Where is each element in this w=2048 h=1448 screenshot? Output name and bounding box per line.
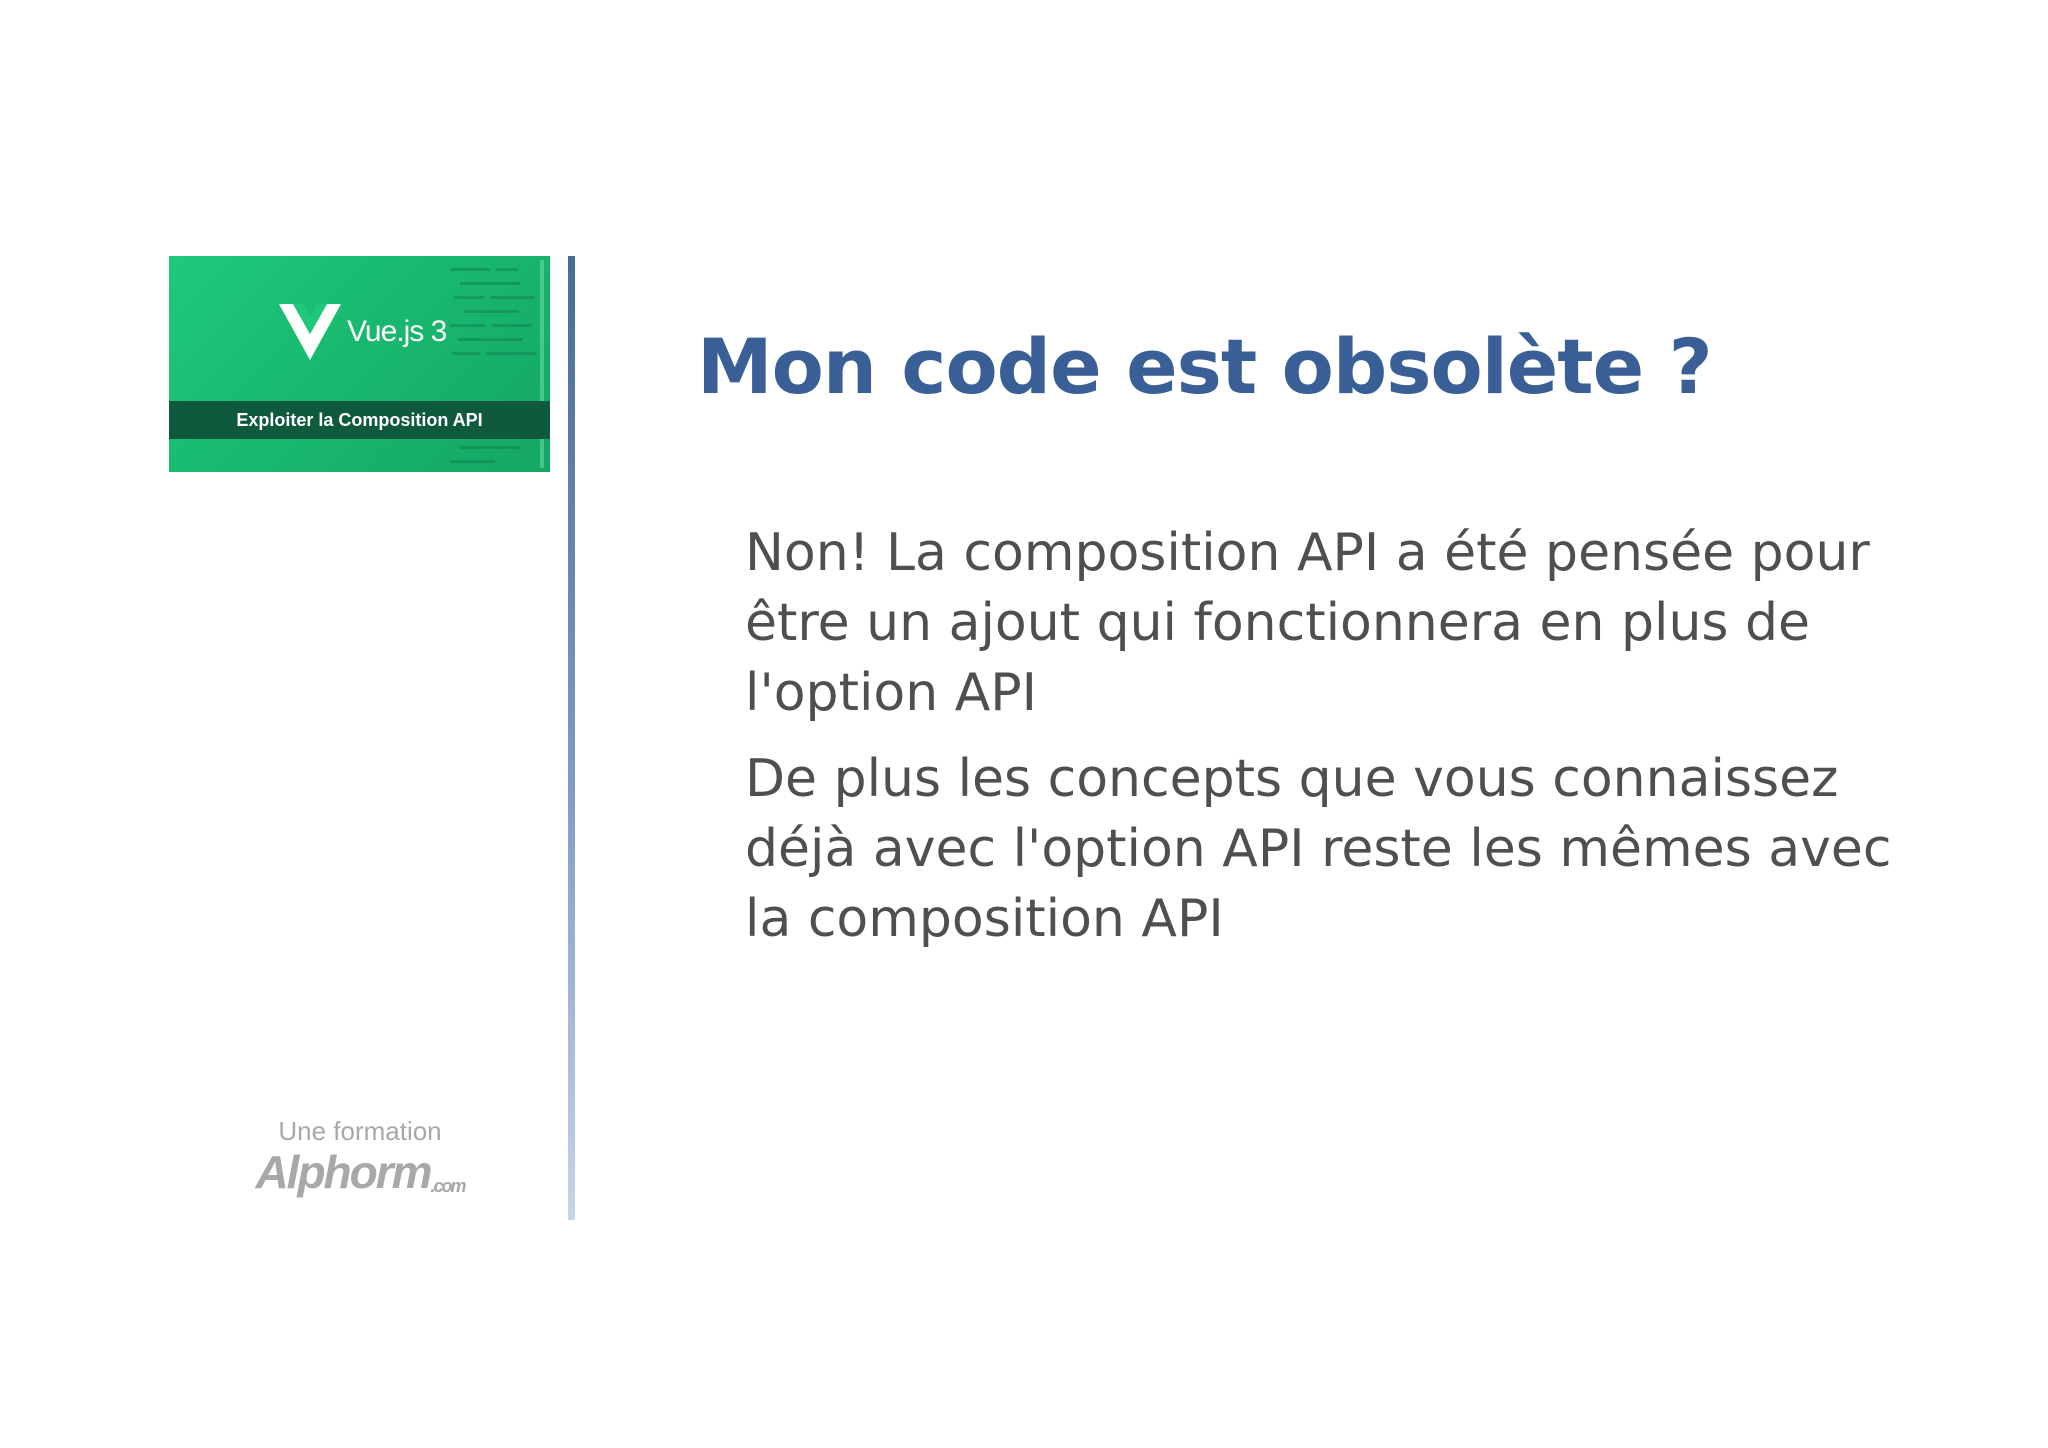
thumbnail-subtitle: Exploiter la Composition API — [236, 409, 483, 430]
slide-body — [745, 518, 1945, 970]
vue-logo-icon — [279, 304, 341, 360]
paragraph-line: Non! La composition API a été pensée pour — [745, 523, 1870, 583]
branding-tagline: Une formation — [278, 1116, 442, 1146]
paragraph-line: être un ajout qui fonctionnera en plus de — [745, 593, 1811, 653]
paragraph-2 — [745, 744, 1945, 954]
paragraph-line: De plus les concepts que vous connaissez — [745, 749, 1839, 809]
alphorm-logo — [255, 1146, 465, 1198]
alphorm-logo-suffix: .com — [430, 1176, 465, 1196]
paragraph-line: la composition API — [745, 889, 1224, 949]
thumbnail-subtitle-band — [169, 401, 550, 439]
alphorm-logo-text: Alphorm — [255, 1146, 431, 1198]
vue-brand — [279, 304, 446, 360]
paragraph-line: déjà avec l'option API reste les mêmes avec — [745, 819, 1892, 879]
slide-title: Mon code est obsolète ? — [697, 322, 1712, 411]
course-thumbnail — [169, 256, 550, 472]
vertical-divider — [568, 256, 575, 1220]
paragraph-line: l'option API — [745, 663, 1037, 723]
vue-brand-text: Vue.js 3 — [347, 315, 447, 348]
code-texture-decoration — [440, 256, 550, 472]
alphorm-branding — [250, 1116, 470, 1198]
paragraph-1 — [745, 518, 1945, 728]
